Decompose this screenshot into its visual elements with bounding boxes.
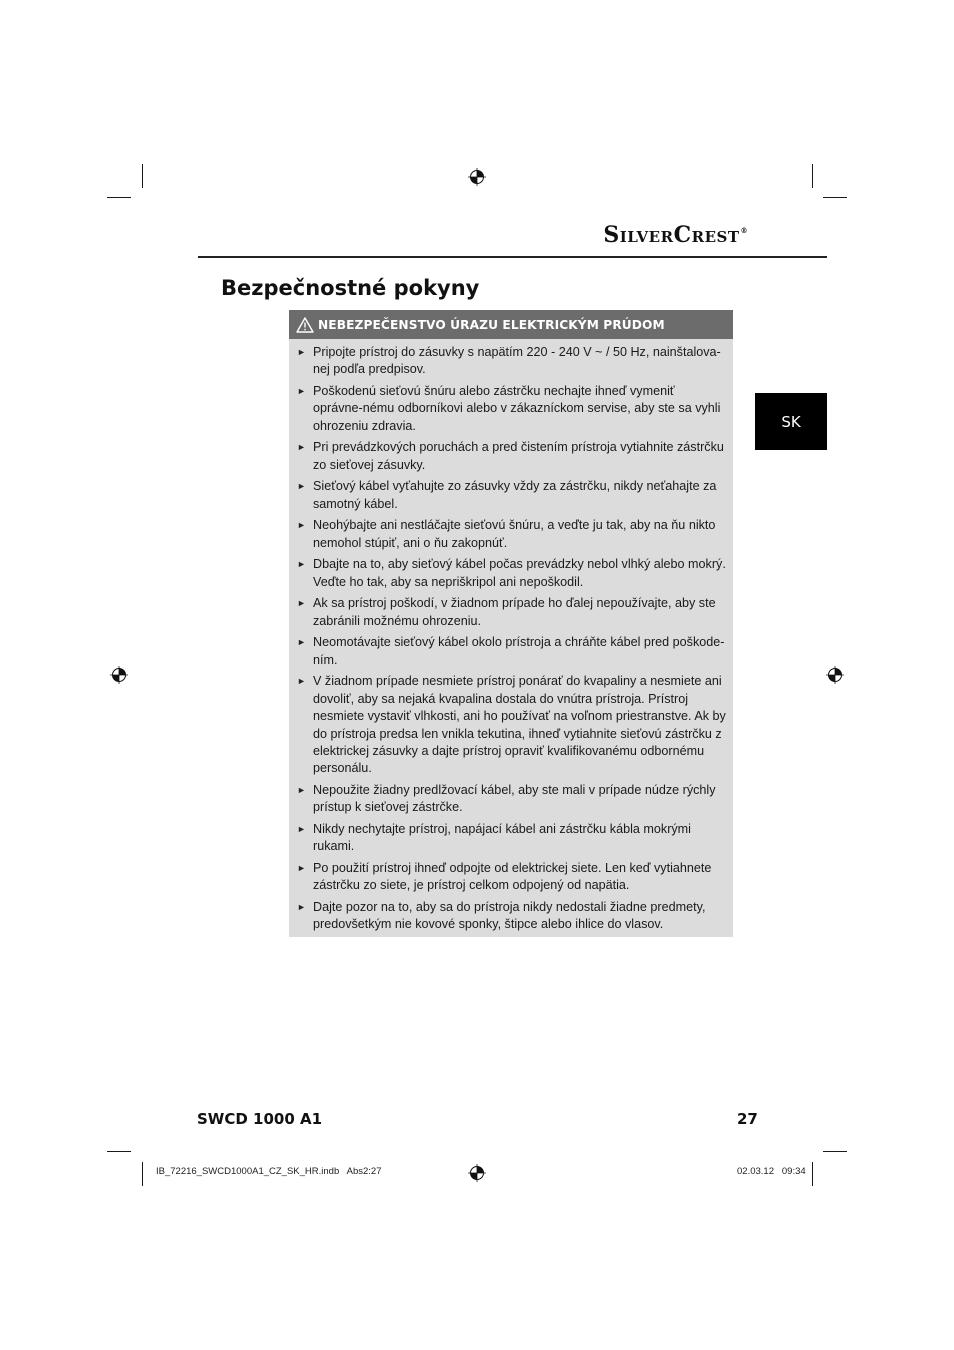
warning-item-text: Neomotávajte sieťový kábel okolo prístroja a chráňte kábel pred poškode-ním. (313, 635, 725, 667)
warning-list-item (289, 782, 727, 817)
arrow-right-icon: ► (297, 520, 306, 531)
crop-mark (812, 164, 813, 188)
warning-item-text: V žiadnom prípade nesmiete prístroj ponárať do kvapaliny a nesmiete ani dovoliť, aby sa nejaká kvapalina dostala do vnútra prístroja. Prístroj nesmiete vystaviť vlhkosti, ani ho používať na voľnom priestranstve. Ak by do prístroja predsa len vnikla tekutina, ihneď vytiahnite sieťovú zástrčku z elektrickej zásuvky a dajte prístroj opraviť kvalifikovanému odbornému personálu. (313, 674, 726, 776)
warning-list-item (289, 517, 727, 552)
warning-item-text: Poškodenú sieťovú šnúru alebo zástrčku nechajte ihneď vymeniť oprávne-nému odborníkovi alebo v zákazníckom servise, aby ste sa vyhli ohrozeniu zdravia. (313, 384, 721, 433)
arrow-right-icon: ► (297, 676, 306, 687)
arrow-right-icon: ► (297, 863, 306, 874)
warning-list-item (289, 344, 727, 379)
warning-header (289, 310, 733, 339)
model-number: SWCD 1000 A1 (197, 1110, 323, 1128)
warning-list-item (289, 821, 727, 856)
warning-list-item (289, 383, 727, 435)
arrow-right-icon: ► (297, 481, 306, 492)
warning-item-text: Neohýbajte ani nestláčajte sieťovú šnúru, a veďte ju tak, aby na ňu nikto nemohol stúpiť, ani o ňu zakopnúť. (313, 518, 716, 550)
registration-mark-icon (110, 666, 128, 684)
crop-mark (812, 1162, 813, 1186)
crop-mark (142, 164, 143, 188)
registration-mark-icon (468, 168, 486, 186)
arrow-right-icon: ► (297, 785, 306, 796)
warning-list-item (289, 673, 727, 777)
brand-logo-part2: Crest (673, 222, 740, 248)
registered-mark: ® (740, 226, 748, 235)
warning-triangle-icon (296, 317, 314, 333)
print-date-time: 02.03.12 09:34 (737, 1166, 806, 1177)
warning-list (289, 339, 733, 934)
warning-box (289, 310, 733, 937)
print-file-info: IB_72216_SWCD1000A1_CZ_SK_HR.indb Abs2:27 (156, 1166, 382, 1177)
page-number: 27 (737, 1110, 758, 1128)
arrow-right-icon: ► (297, 347, 306, 357)
warning-item-text: Sieťový kábel vyťahujte zo zásuvky vždy za zástrčku, nikdy neťahajte za samotný kábel. (313, 479, 717, 511)
warning-list-item (289, 595, 727, 630)
page-title: Bezpečnostné pokyny (221, 276, 480, 300)
warning-item-text: Nepoužite žiadny predlžovací kábel, aby ste mali v prípade núdze rýchly prístup k sieťovej zástrčke. (313, 783, 716, 815)
warning-item-text: Dajte pozor na to, aby sa do prístroja nikdy nedostali žiadne predmety, predovšetkým nie kovové sponky, štipce alebo ihlice do vlasov. (313, 900, 706, 932)
warning-list-item (289, 439, 727, 474)
arrow-right-icon: ► (297, 559, 306, 570)
language-tab: SK (755, 393, 827, 450)
brand-logo-part1: Silver (603, 222, 674, 248)
registration-mark-icon (826, 666, 844, 684)
arrow-right-icon: ► (297, 637, 306, 648)
warning-item-text: Nikdy nechytajte prístroj, napájací kábel ani zástrčku kábla mokrými rukami. (313, 822, 691, 854)
crop-mark (107, 1151, 131, 1152)
warning-list-item (289, 860, 727, 895)
brand-logo (603, 222, 748, 248)
crop-mark (142, 1162, 143, 1186)
arrow-right-icon: ► (297, 824, 306, 835)
warning-item-text: Ak sa prístroj poškodí, v žiadnom prípade ho ďalej nepoužívajte, aby ste zabránili možnému ohrozeniu. (313, 596, 716, 628)
warning-list-item (289, 478, 727, 513)
arrow-right-icon: ► (297, 442, 306, 453)
registration-mark-icon (468, 1164, 486, 1182)
warning-item-text: Dbajte na to, aby sieťový kábel počas prevádzky nebol vlhký alebo mokrý. Veďte ho tak, aby sa nepriškripol ani nepoškodil. (313, 557, 726, 589)
crop-mark (823, 1151, 847, 1152)
warning-item-text: Pripojte prístroj do zásuvky s napätím 220 - 240 V ~ / 50 Hz, nainštalova-nej podľa predpisov. (313, 345, 721, 377)
warning-list-item (289, 556, 727, 591)
arrow-right-icon: ► (297, 902, 306, 913)
warning-list-item (289, 634, 727, 669)
header-rule (198, 256, 827, 258)
crop-mark (823, 197, 847, 198)
arrow-right-icon: ► (297, 598, 306, 609)
warning-item-text: Po použití prístroj ihneď odpojte od elektrickej siete. Len keď vytiahnete zástrčku zo siete, je prístroj celkom odpojený od napätia. (313, 861, 712, 893)
crop-mark (107, 197, 131, 198)
warning-list-item (289, 899, 727, 934)
warning-heading: NEBEZPEČENSTVO ÚRAZU ELEKTRICKÝM PRÚDOM (318, 317, 665, 332)
warning-item-text: Pri prevádzkových poruchách a pred čistením prístroja vytiahnite zástrčku zo sieťovej zásuvky. (313, 440, 724, 472)
arrow-right-icon: ► (297, 386, 306, 396)
